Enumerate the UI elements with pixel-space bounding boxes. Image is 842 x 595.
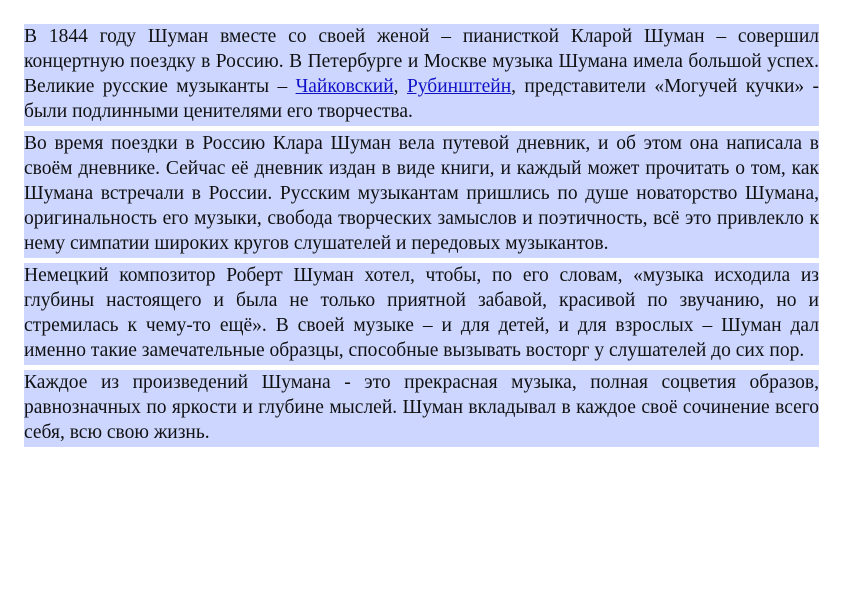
paragraph-1-text-before: В 1844 году Шуман вместе со своей женой – пианисткой Кларой Шуман – совершил концертную поездку в Россию. В Петербурге и Москве музыка Шумана имела большой успех. Великие русские музыканты – — [24, 26, 819, 97]
link-rubinstein[interactable]: Рубинштейн — [406, 76, 512, 97]
paragraph-4: Каждое из произведений Шумана - это прекрасная музыка, полная соцветия образов, равнозначных по яркости и глубине мыслей. Шуман вкладывал в каждое своё сочинение всего себя, всю свою жизнь. — [24, 370, 819, 447]
link-tchaikovsky[interactable]: Чайковский — [295, 76, 394, 97]
paragraph-2: Во время поездки в Россию Клара Шуман вела путевой дневник, и об этом она написала в своём дневнике. Сейчас её дневник издан в виде книги, и каждый может прочитать о том, как Шумана встречали в России. Русским музыкантам пришлись по душе новаторство Шумана, оригинальность его музыки, свобода творческих замыслов и поэтичность, всё это привлекло к нему симпатии широких кругов слушателей и передовых музыкантов. — [24, 131, 819, 258]
paragraph-1 — [24, 24, 819, 126]
paragraph-1-text-after: , представители «Могучей кучки» - были подлинными ценителями его творчества. — [24, 76, 820, 122]
paragraph-1-separator: , — [393, 76, 407, 97]
paragraph-3: Немецкий композитор Роберт Шуман хотел, чтобы, по его словам, «музыка исходила из глубины настоящего и была не только приятной забавой, красивой по звучанию, но и стремилась к чему-то ещё». В своей музыке – и для детей, и для взрослых – Шуман дал именно такие замечательные образцы, способные вызывать восторг у слушателей до сих пор. — [24, 263, 819, 365]
text-content — [24, 24, 819, 447]
